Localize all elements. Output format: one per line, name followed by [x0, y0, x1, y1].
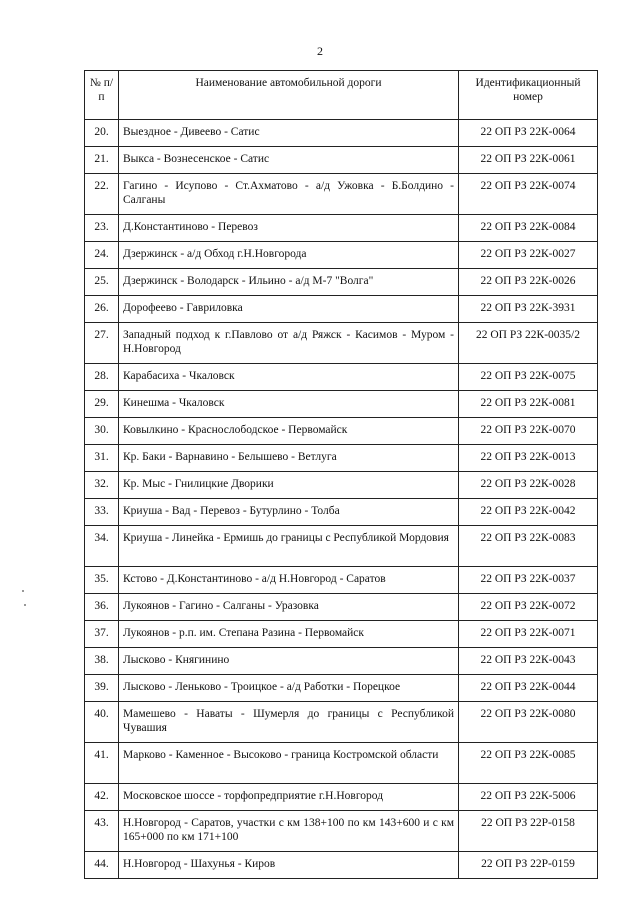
road-identifier: 22 ОП РЗ 22К-0042 — [459, 499, 598, 526]
road-name: Марково - Каменное - Высоково - граница Костромской области — [119, 743, 459, 784]
road-name: Карабасиха - Чкаловск — [119, 364, 459, 391]
table-row — [85, 743, 598, 784]
scan-speck — [24, 604, 26, 606]
road-name: Лысково - Княгинино — [119, 648, 459, 675]
road-name: Н.Новгород - Шахунья - Киров — [119, 852, 459, 879]
road-identifier: 22 ОП РЗ 22Р-0158 — [459, 811, 598, 852]
header-num: № п/п — [85, 71, 119, 120]
road-name: Криуша - Линейка - Ермишь до границы с Республикой Мордовия — [119, 526, 459, 567]
row-number: 21. — [85, 147, 119, 174]
table-row — [85, 621, 598, 648]
table-row — [85, 269, 598, 296]
road-identifier: 22 ОП РЗ 22К-0083 — [459, 526, 598, 567]
row-number: 20. — [85, 120, 119, 147]
row-number: 27. — [85, 323, 119, 364]
road-name: Дорофеево - Гавриловка — [119, 296, 459, 323]
road-name: Ковылкино - Краснослободское - Первомайск — [119, 418, 459, 445]
header-ident: Идентификационный номер — [459, 71, 598, 120]
row-number: 42. — [85, 784, 119, 811]
road-identifier: 22 ОП РЗ 22К-3931 — [459, 296, 598, 323]
row-number: 24. — [85, 242, 119, 269]
road-identifier: 22 ОП РЗ 22К-0026 — [459, 269, 598, 296]
road-name: Московское шоссе - торфопредприятие г.Н.Новгород — [119, 784, 459, 811]
table-row — [85, 391, 598, 418]
road-identifier: 22 ОП РЗ 22К-0072 — [459, 594, 598, 621]
road-identifier: 22 ОП РЗ 22К-0037 — [459, 567, 598, 594]
table-row — [85, 594, 598, 621]
road-name: Кр. Баки - Варнавино - Белышево - Ветлуга — [119, 445, 459, 472]
road-name: Кинешма - Чкаловск — [119, 391, 459, 418]
road-identifier: 22 ОП РЗ 22К-0075 — [459, 364, 598, 391]
road-identifier: 22 ОП РЗ 22К-0028 — [459, 472, 598, 499]
row-number: 25. — [85, 269, 119, 296]
row-number: 36. — [85, 594, 119, 621]
table-row — [85, 472, 598, 499]
table-row — [85, 526, 598, 567]
roads-table — [84, 70, 598, 879]
table-row — [85, 296, 598, 323]
scan-speck — [22, 590, 24, 592]
table-row — [85, 675, 598, 702]
row-number: 40. — [85, 702, 119, 743]
table-row — [85, 323, 598, 364]
table-row — [85, 567, 598, 594]
table-row — [85, 499, 598, 526]
road-identifier: 22 ОП РЗ 22К-0035/2 — [459, 323, 598, 364]
road-name: Кр. Мыс - Гнилицкие Дворики — [119, 472, 459, 499]
road-identifier: 22 ОП РЗ 22К-0074 — [459, 174, 598, 215]
row-number: 35. — [85, 567, 119, 594]
road-name: Дзержинск - а/д Обход г.Н.Новгорода — [119, 242, 459, 269]
row-number: 43. — [85, 811, 119, 852]
road-name: Криуша - Вад - Перевоз - Бутурлино - Толба — [119, 499, 459, 526]
table-body — [85, 120, 598, 879]
road-identifier: 22 ОП РЗ 22К-0043 — [459, 648, 598, 675]
row-number: 22. — [85, 174, 119, 215]
table-row — [85, 702, 598, 743]
table-row — [85, 418, 598, 445]
table-row — [85, 811, 598, 852]
road-identifier: 22 ОП РЗ 22К-0081 — [459, 391, 598, 418]
table-row — [85, 648, 598, 675]
row-number: 34. — [85, 526, 119, 567]
road-name: Д.Константиново - Перевоз — [119, 215, 459, 242]
page-number: 2 — [317, 44, 323, 58]
table-row — [85, 364, 598, 391]
row-number: 41. — [85, 743, 119, 784]
table-row — [85, 445, 598, 472]
row-number: 31. — [85, 445, 119, 472]
table-header-row — [85, 71, 598, 120]
row-number: 28. — [85, 364, 119, 391]
road-identifier: 22 ОП РЗ 22К-0027 — [459, 242, 598, 269]
road-identifier: 22 ОП РЗ 22К-0013 — [459, 445, 598, 472]
row-number: 44. — [85, 852, 119, 879]
row-number: 29. — [85, 391, 119, 418]
road-name: Гагино - Исупово - Ст.Ахматово - а/д Ужовка - Б.Болдино - Салганы — [119, 174, 459, 215]
table-row — [85, 784, 598, 811]
table-row — [85, 852, 598, 879]
road-identifier: 22 ОП РЗ 22К-0080 — [459, 702, 598, 743]
road-identifier: 22 ОП РЗ 22Р-0159 — [459, 852, 598, 879]
row-number: 23. — [85, 215, 119, 242]
row-number: 32. — [85, 472, 119, 499]
road-identifier: 22 ОП РЗ 22К-0070 — [459, 418, 598, 445]
table-row — [85, 242, 598, 269]
road-identifier: 22 ОП РЗ 22К-0044 — [459, 675, 598, 702]
road-name: Дзержинск - Володарск - Ильино - а/д М-7 "Волга" — [119, 269, 459, 296]
row-number: 38. — [85, 648, 119, 675]
road-name: Н.Новгород - Саратов, участки с км 138+100 по км 143+600 и с км 165+000 по км 171+100 — [119, 811, 459, 852]
road-name: Лысково - Леньково - Троицкое - а/д Работки - Порецкое — [119, 675, 459, 702]
row-number: 39. — [85, 675, 119, 702]
table-row — [85, 147, 598, 174]
road-name: Мамешево - Наваты - Шумерля до границы с Республикой Чувашия — [119, 702, 459, 743]
road-identifier: 22 ОП РЗ 22К-0064 — [459, 120, 598, 147]
road-name: Лукоянов - Гагино - Салганы - Уразовка — [119, 594, 459, 621]
road-name: Западный подход к г.Павлово от а/д Ряжск - Касимов - Муром - Н.Новгород — [119, 323, 459, 364]
row-number: 26. — [85, 296, 119, 323]
road-name: Лукоянов - р.п. им. Степана Разина - Первомайск — [119, 621, 459, 648]
row-number: 30. — [85, 418, 119, 445]
road-name: Кстово - Д.Константиново - а/д Н.Новгород - Саратов — [119, 567, 459, 594]
road-name: Выездное - Дивеево - Сатис — [119, 120, 459, 147]
row-number: 37. — [85, 621, 119, 648]
table-row — [85, 120, 598, 147]
road-identifier: 22 ОП РЗ 22К-0085 — [459, 743, 598, 784]
road-identifier: 22 ОП РЗ 22К-0071 — [459, 621, 598, 648]
road-name: Выкса - Вознесенское - Сатис — [119, 147, 459, 174]
header-name: Наименование автомобильной дороги — [119, 71, 459, 120]
road-identifier: 22 ОП РЗ 22К-0084 — [459, 215, 598, 242]
road-identifier: 22 ОП РЗ 22К-0061 — [459, 147, 598, 174]
road-identifier: 22 ОП РЗ 22К-5006 — [459, 784, 598, 811]
row-number: 33. — [85, 499, 119, 526]
table-row — [85, 174, 598, 215]
table-row — [85, 215, 598, 242]
